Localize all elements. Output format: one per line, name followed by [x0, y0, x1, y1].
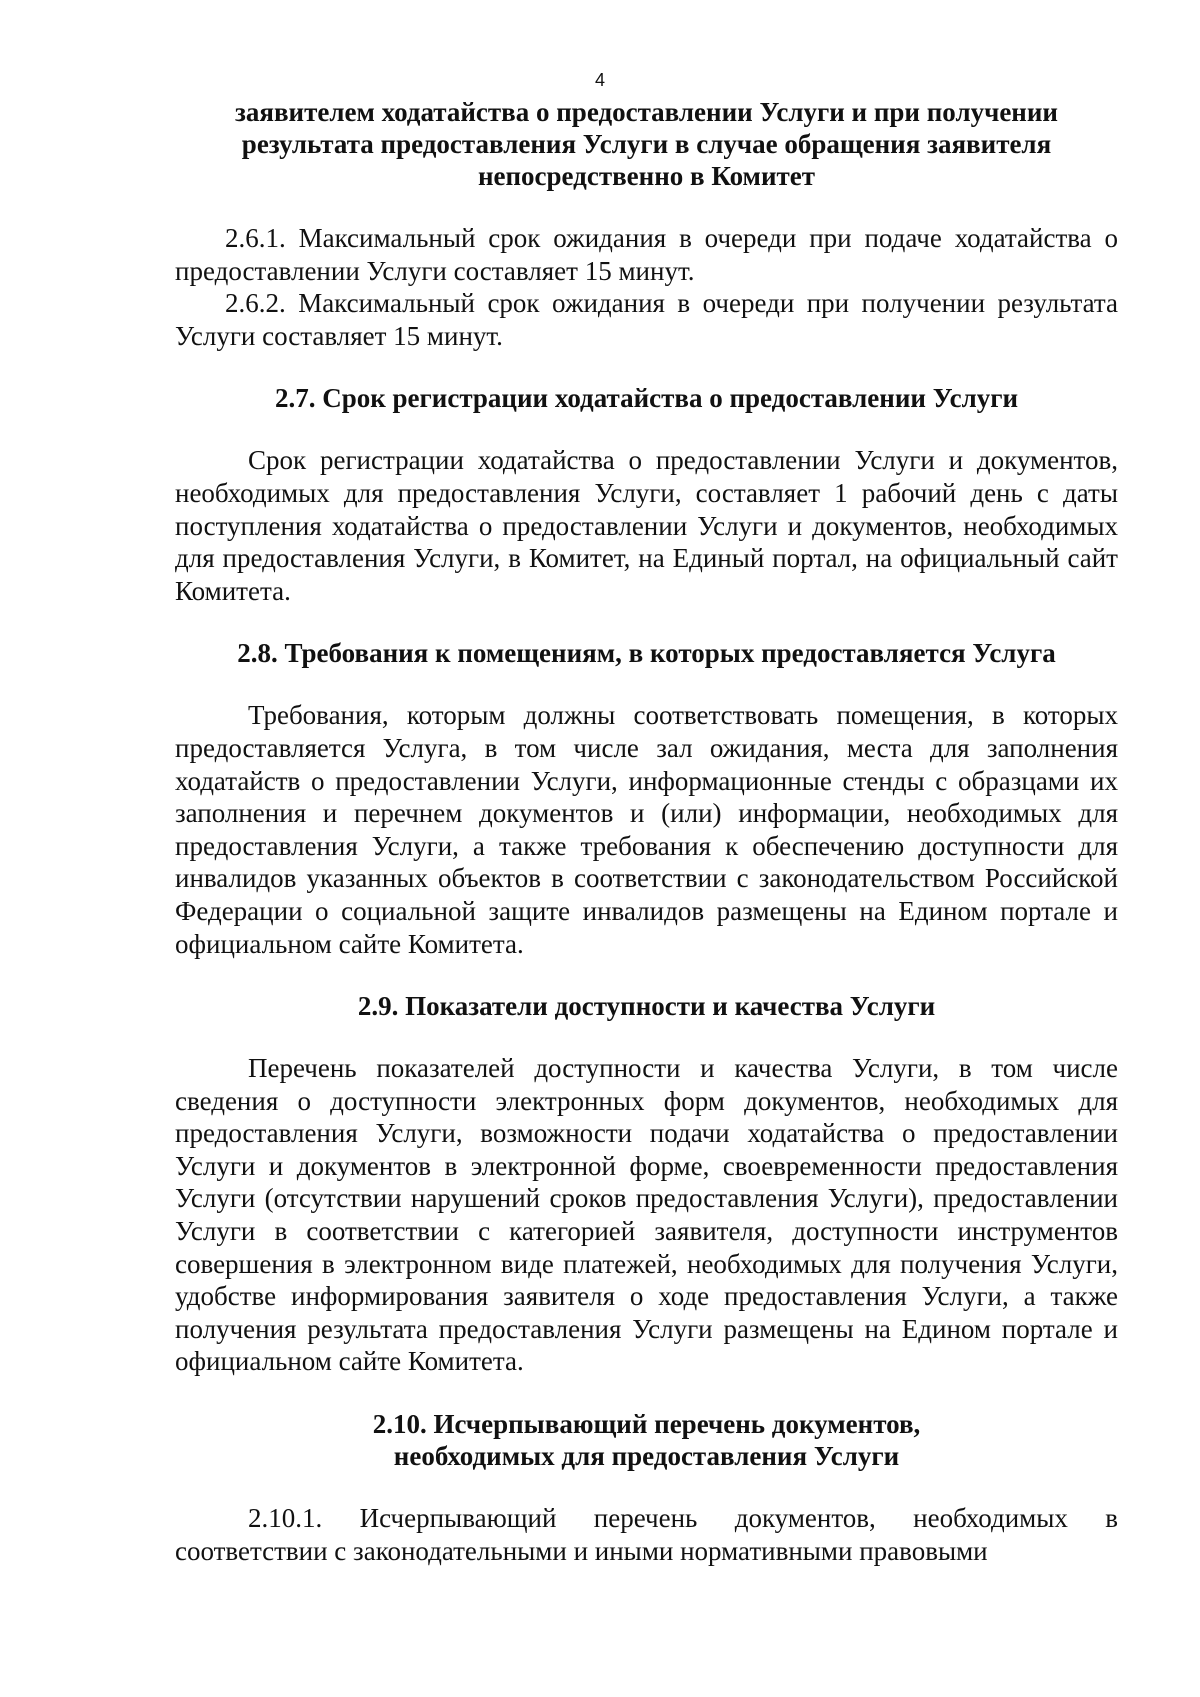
- paragraph-2-9: Перечень показателей доступности и качества Услуги, в том числе сведения о доступности электронных форм документов, необходимых для предоставления Услуги, возможности подачи ходатайства о предоставлении Услуги и документов в электронной форме, своевременности предоставления Услуги (отсутствии нарушений сроков предоставления Услуги), предоставлении Услуги в соответствии с категорией заявителя, доступности инструментов совершения в электронном виде платежей, необходимых для получения Услуги, удобстве информирования заявителя о ходе предоставления Услуги, а также получения результата предоставления Услуги размещены на Едином портале и официальном сайте Комитета.: [175, 1053, 1118, 1377]
- section-heading-2-10-line1: 2.10. Исчерпывающий перечень документов,: [372, 1409, 921, 1440]
- section-heading-2-8: 2.8. Требования к помещениям, в которых предоставляется Услуга: [237, 638, 1056, 669]
- paragraph-2-8: Требования, которым должны соответствовать помещения, в которых предоставляется Услуга, в том числе зал ожидания, места для заполнения ходатайств о предоставлении Услуги, информационные стенды с образцами их заполнения и перечнем документов и (или) информации, необходимых для предоставления Услуги, а также требования к обеспечению доступности для инвалидов указанных объектов в соответствии с законодательством Российской Федерации о социальной защите инвалидов размещены на Едином портале и официальном сайте Комитета.: [175, 700, 1118, 959]
- section-heading-2-10-line2: необходимых для предоставления Услуги: [393, 1441, 900, 1472]
- paragraph-2-10-1: 2.10.1. Исчерпывающий перечень документов, необходимых в соответствии с законодательными и иными нормативными правовыми: [175, 1503, 1118, 1566]
- paragraph-2-6-2: 2.6.2. Максимальный срок ожидания в очереди при получении результата Услуги составляет 15 минут.: [175, 288, 1118, 351]
- document-body: [175, 96, 1118, 1567]
- section-heading-continued: заявителем ходатайства о предоставлении Услуги и при получении результата предоставления Услуги в случае обращения заявителя непосредственно в Комитет: [235, 97, 1058, 191]
- section-heading-2-10: [175, 1408, 1118, 1472]
- section-heading-2-7: 2.7. Срок регистрации ходатайства о предоставлении Услуги: [274, 383, 1019, 414]
- section-heading-2-9: 2.9. Показатели доступности и качества Услуги: [357, 991, 936, 1022]
- paragraph-2-7: Срок регистрации ходатайства о предоставлении Услуги и документов, необходимых для предоставления Услуги, составляет 1 рабочий день с даты поступления ходатайства о предоставлении Услуги и документов, необходимых для предоставления Услуги, в Комитет, на Единый портал, на официальный сайт Комитета.: [175, 445, 1118, 606]
- page-number: 4: [594, 70, 605, 90]
- paragraph-2-6-1: 2.6.1. Максимальный срок ожидания в очереди при подаче ходатайства о предоставлении Услуги составляет 15 минут.: [175, 223, 1118, 286]
